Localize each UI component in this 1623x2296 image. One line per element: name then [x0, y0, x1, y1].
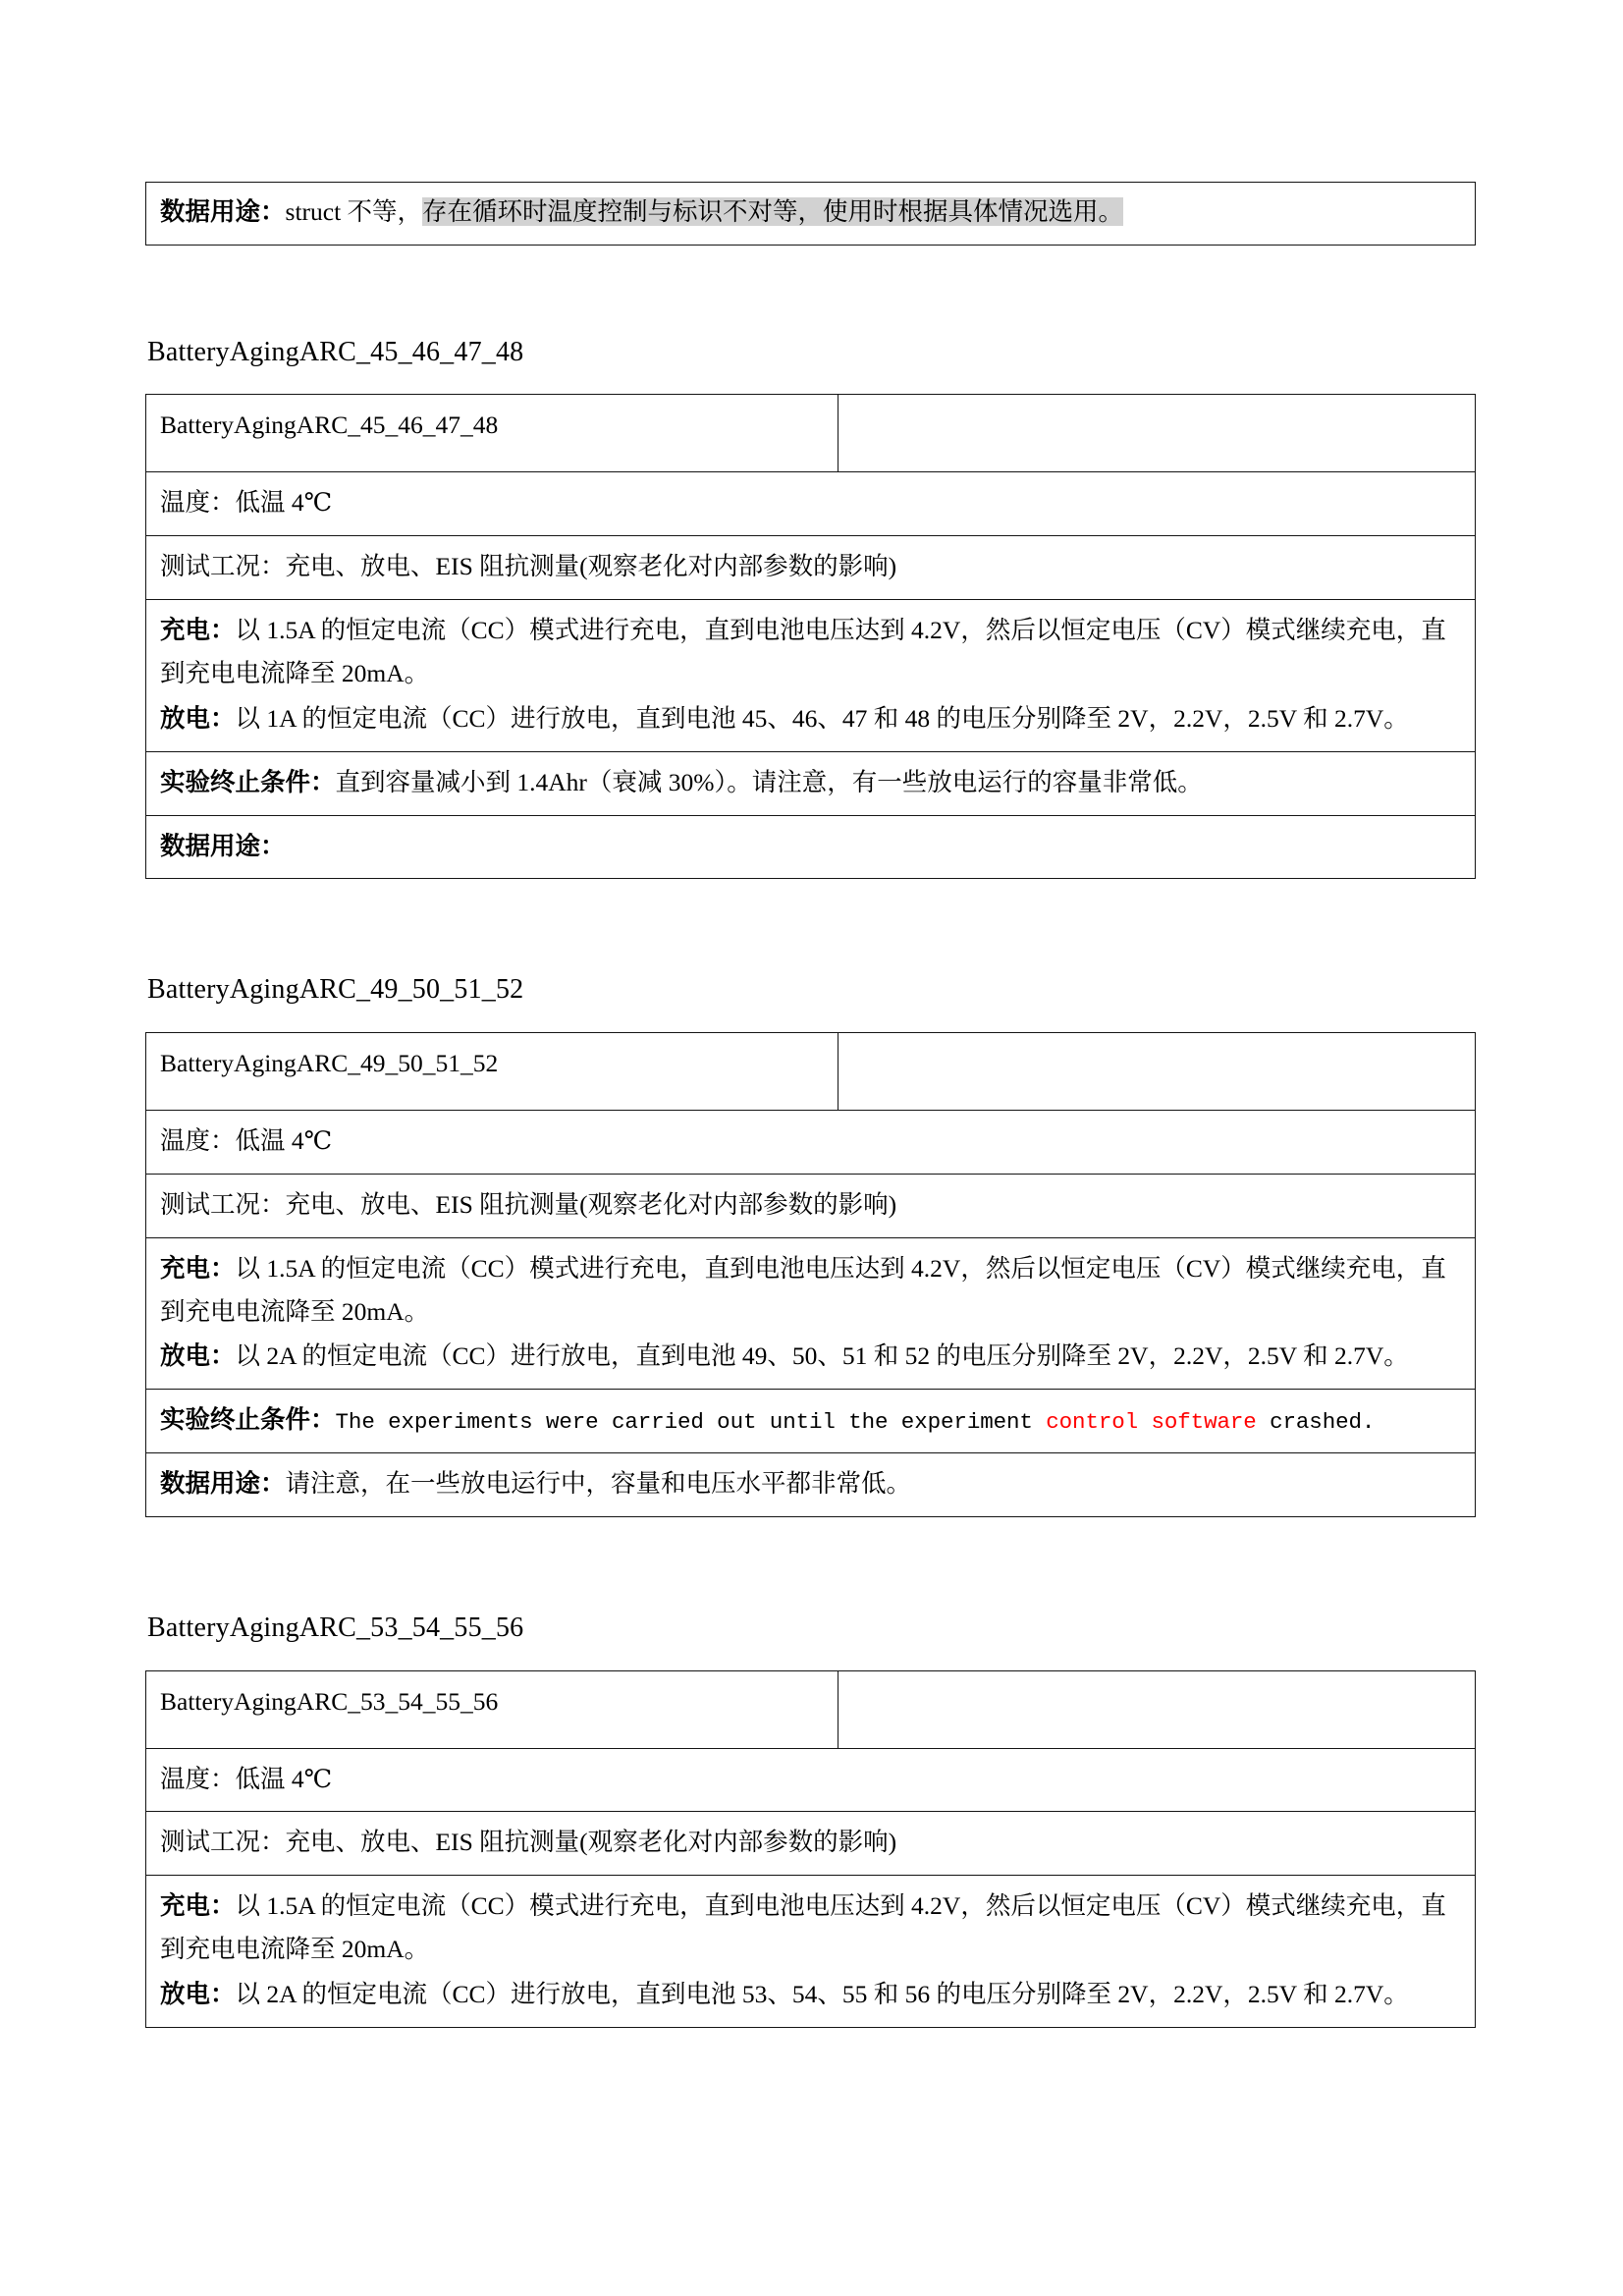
temperature-value: 低温 4℃: [235, 1764, 333, 1793]
charge-label: 充电：: [160, 1253, 236, 1283]
charge-label: 充电：: [160, 616, 236, 645]
temperature-cell: [146, 472, 1476, 536]
temperature-cell: [146, 1748, 1476, 1812]
table-row-usage: [146, 815, 1476, 879]
charge-discharge-cell: [146, 1876, 1476, 2028]
termination-cell: [146, 1390, 1476, 1453]
dataset-name-cell: BatteryAgingARC_49_50_51_52: [146, 1033, 839, 1111]
charge-value: 以 1.5A 的恒定电流（CC）模式进行充电，直到电池电压达到 4.2V，然后以恒定电压（CV）模式继续充电，直到充电电流降至 20mA。: [160, 1253, 1446, 1326]
test-condition-value: 充电、放电、EIS 阻抗测量(观察老化对内部参数的影响): [285, 1828, 897, 1857]
charge-discharge-cell: [146, 1237, 1476, 1390]
charge-label: 充电：: [160, 1891, 236, 1921]
temperature-value: 低温 4℃: [235, 488, 333, 518]
table-row-charge-discharge: [146, 1876, 1476, 2028]
table-row-condition: [146, 1812, 1476, 1876]
discharge-value: 以 1A 的恒定电流（CC）进行放电，直到电池 45、46、47 和 48 的电压分别降至 2V，2.2V，2.5V 和 2.7V。: [235, 703, 1409, 733]
dataset-name-cell: BatteryAgingARC_53_54_55_56: [146, 1670, 839, 1748]
table-row-temperature: [146, 472, 1476, 536]
table-row-name: [146, 1033, 1476, 1111]
data-usage-note-plain-text: struct 不等，: [285, 197, 423, 226]
charge-paragraph: [160, 1247, 1461, 1334]
section-spacer: [145, 1517, 1476, 1612]
data-usage-cell: [146, 1453, 1476, 1517]
data-usage-note-cell: [146, 183, 1476, 246]
section-heading-49-50-51-52: BatteryAgingARC_49_50_51_52: [147, 974, 524, 1006]
test-condition-cell: [146, 1812, 1476, 1876]
test-condition-label: 测试工况：: [160, 552, 286, 581]
test-condition-label: 测试工况：: [160, 1828, 286, 1857]
temperature-cell: [146, 1111, 1476, 1175]
section-spacer: [145, 879, 1476, 973]
temperature-label: 温度：: [160, 488, 236, 518]
table-row-termination: [146, 751, 1476, 815]
test-condition-value: 充电、放电、EIS 阻抗测量(观察老化对内部参数的影响): [285, 1189, 897, 1219]
table-row-temperature: [146, 1748, 1476, 1812]
data-usage-label: 数据用途：: [160, 831, 286, 860]
dataset-name-empty-cell: [839, 395, 1476, 472]
test-condition-label: 测试工况：: [160, 1189, 286, 1219]
table-row-condition: [146, 1174, 1476, 1237]
dataset-name-cell: BatteryAgingARC_45_46_47_48: [146, 395, 839, 472]
discharge-label: 放电：: [160, 1980, 236, 2009]
section-heading-53-54-55-56: BatteryAgingARC_53_54_55_56: [147, 1613, 524, 1644]
dataset-name-empty-cell: [839, 1033, 1476, 1111]
battery-table-53-54-55-56: [145, 1670, 1476, 2028]
discharge-label: 放电：: [160, 703, 236, 733]
battery-table-49-50-51-52: [145, 1032, 1476, 1517]
section-heading-45-46-47-48: BatteryAgingARC_45_46_47_48: [147, 336, 524, 367]
discharge-value: 以 2A 的恒定电流（CC）进行放电，直到电池 53、54、55 和 56 的电压分别降至 2V，2.2V，2.5V 和 2.7V。: [235, 1980, 1409, 2009]
charge-paragraph: [160, 609, 1461, 695]
termination-value: 直到容量减小到 1.4Ahr（衰减 30%）。请注意，有一些放电运行的容量非常低。: [335, 767, 1203, 796]
termination-label: 实验终止条件：: [160, 767, 336, 796]
termination-english-pre: The experiments were carried out until the experiment: [335, 1409, 1047, 1436]
charge-value: 以 1.5A 的恒定电流（CC）模式进行充电，直到电池电压达到 4.2V，然后以恒定电压（CV）模式继续充电，直到充电电流降至 20mA。: [160, 616, 1446, 687]
data-usage-note-label: 数据用途：: [160, 197, 286, 226]
termination-english-post: crashed.: [1256, 1409, 1376, 1436]
battery-table-45-46-47-48: [145, 394, 1476, 879]
table-row-charge-discharge: [146, 600, 1476, 752]
charge-value: 以 1.5A 的恒定电流（CC）模式进行充电，直到电池电压达到 4.2V，然后以恒定电压（CV）模式继续充电，直到充电电流降至 20mA。: [160, 1891, 1446, 1964]
charge-discharge-cell: [146, 600, 1476, 752]
termination-cell: [146, 751, 1476, 815]
table-row-temperature: [146, 1111, 1476, 1175]
table-row-name: [146, 1670, 1476, 1748]
table-row: [146, 183, 1476, 246]
data-usage-note-highlighted-text: 存在循环时温度控制与标识不对等，使用时根据具体情况选用。: [422, 197, 1124, 226]
termination-label: 实验终止条件：: [160, 1405, 336, 1435]
table-row-termination: [146, 1390, 1476, 1453]
test-condition-value: 充电、放电、EIS 阻抗测量(观察老化对内部参数的影响): [285, 552, 897, 581]
data-usage-cell: [146, 815, 1476, 879]
table-row-charge-discharge: [146, 1237, 1476, 1390]
discharge-label: 放电：: [160, 1341, 236, 1371]
discharge-paragraph: [160, 697, 1461, 740]
termination-english-highlight: control software: [1046, 1409, 1257, 1436]
test-condition-cell: [146, 536, 1476, 600]
discharge-value: 以 2A 的恒定电流（CC）进行放电，直到电池 49、50、51 和 52 的电压分别降至 2V，2.2V，2.5V 和 2.7V。: [235, 1341, 1409, 1371]
test-condition-cell: [146, 1174, 1476, 1237]
temperature-value: 低温 4℃: [235, 1126, 333, 1155]
table-row-name: [146, 395, 1476, 472]
temperature-label: 温度：: [160, 1126, 236, 1155]
table-row-condition: [146, 536, 1476, 600]
data-usage-note-block: [145, 182, 1476, 246]
dataset-name-empty-cell: [839, 1670, 1476, 1748]
charge-paragraph: [160, 1885, 1461, 1971]
table-row-usage: [146, 1453, 1476, 1517]
discharge-paragraph: [160, 1335, 1461, 1378]
data-usage-label: 数据用途：: [160, 1469, 286, 1499]
discharge-paragraph: [160, 1973, 1461, 2016]
data-usage-value: 请注意，在一些放电运行中，容量和电压水平都非常低。: [285, 1469, 912, 1499]
temperature-label: 温度：: [160, 1764, 236, 1793]
